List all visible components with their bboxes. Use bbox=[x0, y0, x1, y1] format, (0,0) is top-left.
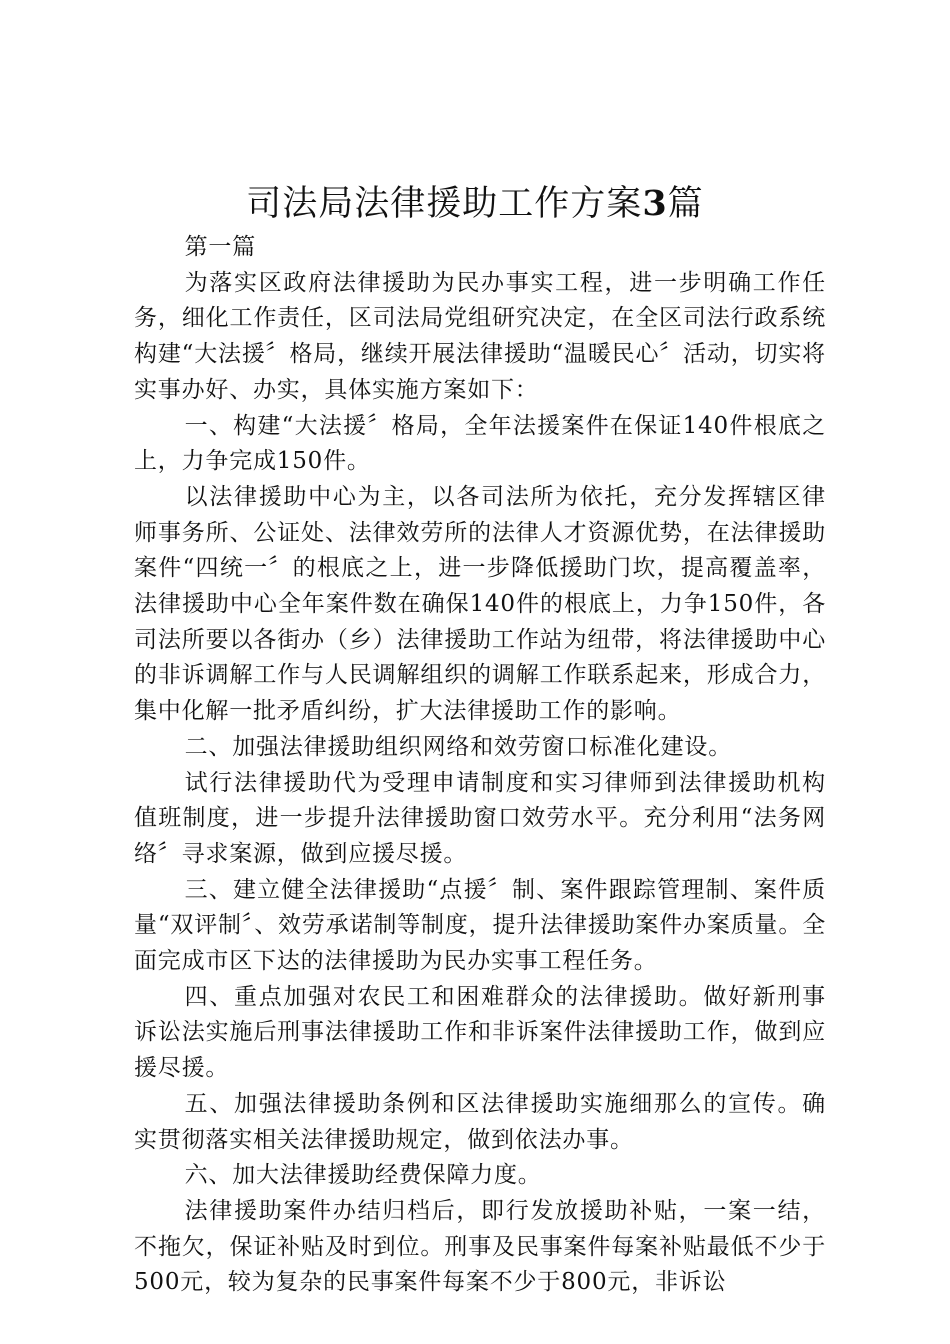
paragraph: 三、建立健全法律援助“点援〞制、案件跟踪管理制、案件质量“双评制〞、效劳承诺制等制度，提升法律援助案件办案质量。全面完成市区下达的法律援助为民办实事工程任务。 bbox=[134, 876, 826, 975]
title-number: 3 bbox=[642, 183, 668, 224]
document-body bbox=[134, 230, 826, 1301]
paragraph: 四、重点加强对农民工和困难群众的法律援助。做好新刑事诉讼法实施后刑事法律援助工作和非诉案件法律援助工作，做到应援尽援。 bbox=[134, 983, 826, 1082]
paragraph: 为落实区政府法律援助为民办事实工程，进一步明确工作任务，细化工作责任，区司法局党组研究决定，在全区司法行政系统构建“大法援〞格局，继续开展法律援助“温暖民心〞活动，切实将实事办好、办实，具体实施方案如下： bbox=[134, 269, 826, 403]
paragraph: 法律援助案件办结归档后，即行发放援助补贴，一案一结，不拖欠，保证补贴及时到位。刑事及民事案件每案补贴最低不少于500元，较为复杂的民事案件每案不少于800元，非诉讼 bbox=[134, 1197, 826, 1296]
title-suffix: 篇 bbox=[667, 184, 704, 224]
title-text: 司法局法律援助工作方案 bbox=[246, 184, 643, 224]
paragraph: 二、加强法律援助组织网络和效劳窗口标准化建设。 bbox=[184, 733, 732, 760]
paragraph: 六、加大法律援助经费保障力度。 bbox=[184, 1162, 542, 1189]
paragraph: 试行法律援助代为受理申请制度和实习律师到法律援助机构值班制度，进一步提升法律援助窗口效劳水平。充分利用“法务网络〞寻求案源，做到应援尽援。 bbox=[134, 769, 826, 867]
paragraph: 第一篇 bbox=[184, 234, 256, 260]
document-title bbox=[0, 182, 950, 226]
paragraph: 一、构建“大法援〞格局，全年法援案件在保证140件根底之上，力争完成150件。 bbox=[134, 412, 826, 475]
paragraph: 五、加强法律援助条例和区法律援助实施细那么的宣传。确实贯彻落实相关法律援助规定，做到依法办事。 bbox=[134, 1090, 826, 1153]
paragraph: 以法律援助中心为主，以各司法所为依托，充分发挥辖区律师事务所、公证处、法律效劳所的法律人才资源优势，在法律援助案件“四统一〞的根底之上，进一步降低援助门坎，提高覆盖率，法律援助中心全年案件数在确保140件的根底上，力争150件，各司法所要以各街办（乡）法律援助工作站为纽带，将法律援助中心的非诉调解工作与人民调解组织的调解工作联系起来，形成合力，集中化解一批矛盾纠纷，扩大法律援助工作的影响。 bbox=[134, 483, 826, 725]
